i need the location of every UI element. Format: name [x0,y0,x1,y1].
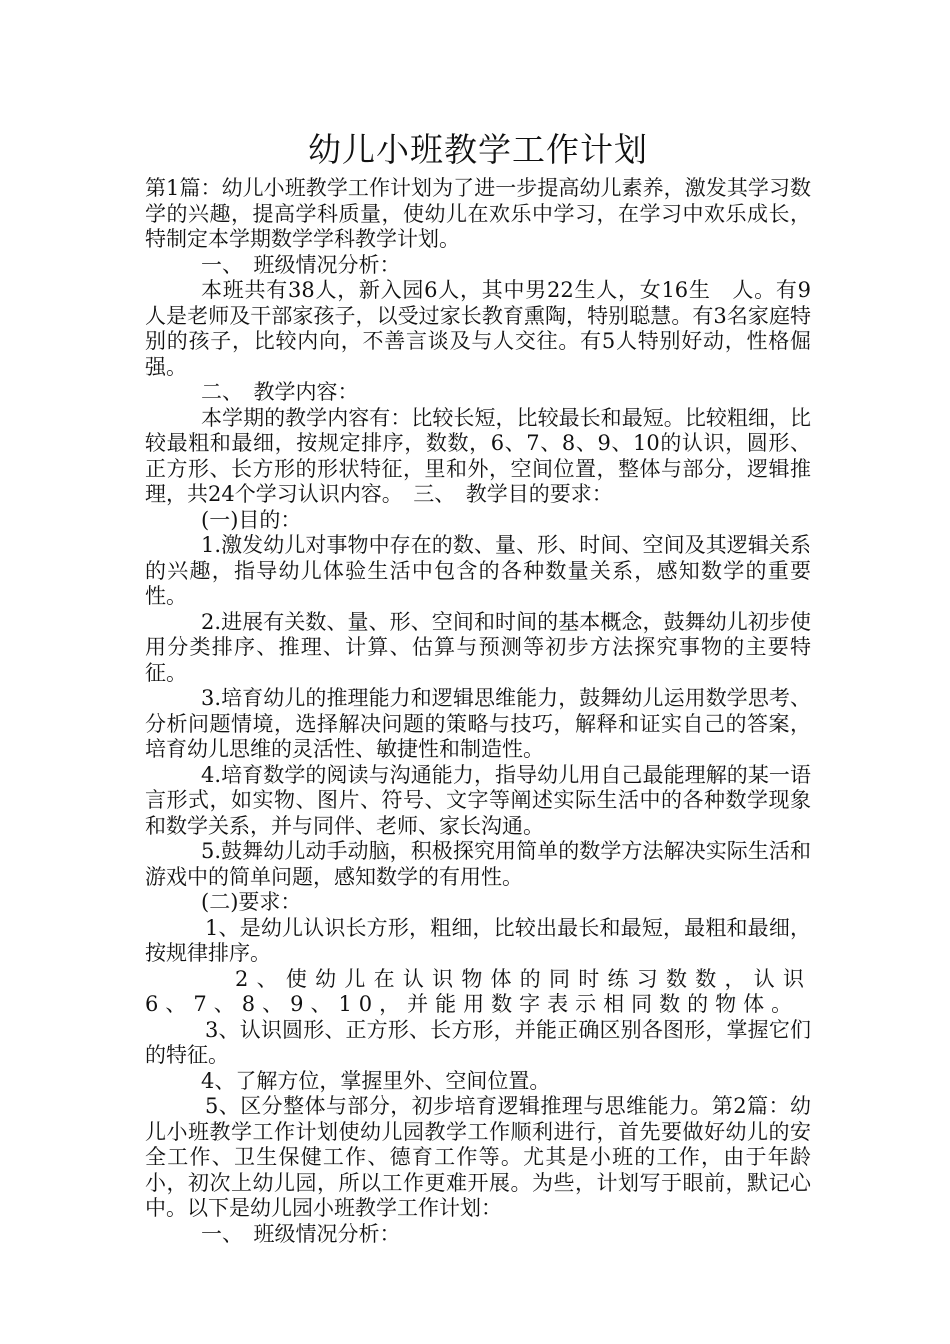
section-heading-content: 二、 教学内容： [201,380,359,404]
section-heading-class-analysis-2: 一、 班级情况分析： [201,1221,401,1246]
section-heading-class-analysis: 一、 班级情况分析： [201,252,401,277]
document-page [145,128,811,1247]
goal-item-1: 1.激发幼儿对事物中存在的数、量、形、时间、空间及其逻辑关系的兴趣，指导幼儿体验生活中包含的各种数量关系，感知数学的重要性。 [145,533,811,608]
document-title: 幼儿小班教学工作计划 [308,130,648,169]
subheading-goals: (一)目的： [201,507,302,532]
goal-item-2: 2.进展有关数、量、形、空间和时间的基本概念，鼓舞幼儿初步使用分类排序、推理、计算、估算与预测等初步方法探究事物的主要特征。 [145,609,811,685]
requirement-item-1: 1、是幼儿认识长方形，粗细，比较出最长和最短，最粗和最细，按规律排序。 [145,915,811,965]
requirement-item-3: 3、认识圆形、正方形、长方形，并能正确区别各图形，掌握它们的特征。 [145,1017,811,1067]
requirement-item-4: 4、了解方位，掌握里外、空间位置。 [201,1068,551,1093]
goal-item-3: 3.培育幼儿的推理能力和逻辑思维能力，鼓舞幼儿运用数学思考、分析问题情境，选择解决问题的策略与技巧，解释和证实自己的答案，培育幼儿思维的灵活性、敏捷性和制造性。 [145,686,811,761]
paragraph-intro: 第1篇：幼儿小班教学工作计划为了进一步提高幼儿素养，激发其学习数学的兴趣，提高学科质量，使幼儿在欢乐中学习，在学习中欢乐成长，特制定本学期数学学科教学计划。 [145,176,811,251]
requirement-item-5: 5、区分整体与部分，初步培育逻辑推理与思维能力。第2篇：幼儿小班教学工作计划使幼儿园教学工作顺利进行，首先要做好幼儿的安全工作、卫生保健工作、德育工作等。尤其是小班的工作，由于年龄小，初次上幼儿园，所以工作更难开展。为些，计划写于眼前，默记心中。以下是幼儿园小班教学工作计划： [145,1094,811,1220]
goal-item-4: 4.培育数学的阅读与沟通能力，指导幼儿用自己最能理解的某一语言形式，如实物、图片、符号、文字等阐述实际生活中的各种数学现象和数学关系，并与同伴、老师、家长沟通。 [145,762,811,838]
paragraph-content: 本学期的教学内容有：比较长短，比较最长和最短。比较粗细，比较最粗和最细，按规定排序，数数，6、7、8、9、10的认识，圆形、正方形、长方形的形状特征，里和外，空间位置，整体与部分，逻辑推理，共24个学习认识内容。 三、 教学目的要求： [145,405,811,506]
paragraph-class-info: 本班共有38人，新入园6人，其中男22生人，女16生 人。有9人是老师及干部家孩子，以受过家长教育熏陶，特别聪慧。有3名家庭特别的孩子，比较内向，不善言谈及与人交往。有5人特别好动，性格倔强。 [145,278,811,379]
goal-item-5: 5.鼓舞幼儿动手动脑，积极探究用简单的数学方法解决实际生活和游戏中的简单问题，感知数学的有用性。 [145,839,811,889]
requirement-item-2: 2、使幼儿在认识物体的同时练习数数，认识6、7、8、9、10，并能用数字表示相同数的物体。 [145,966,811,1016]
subheading-requirements: (二)要求： [201,890,302,914]
